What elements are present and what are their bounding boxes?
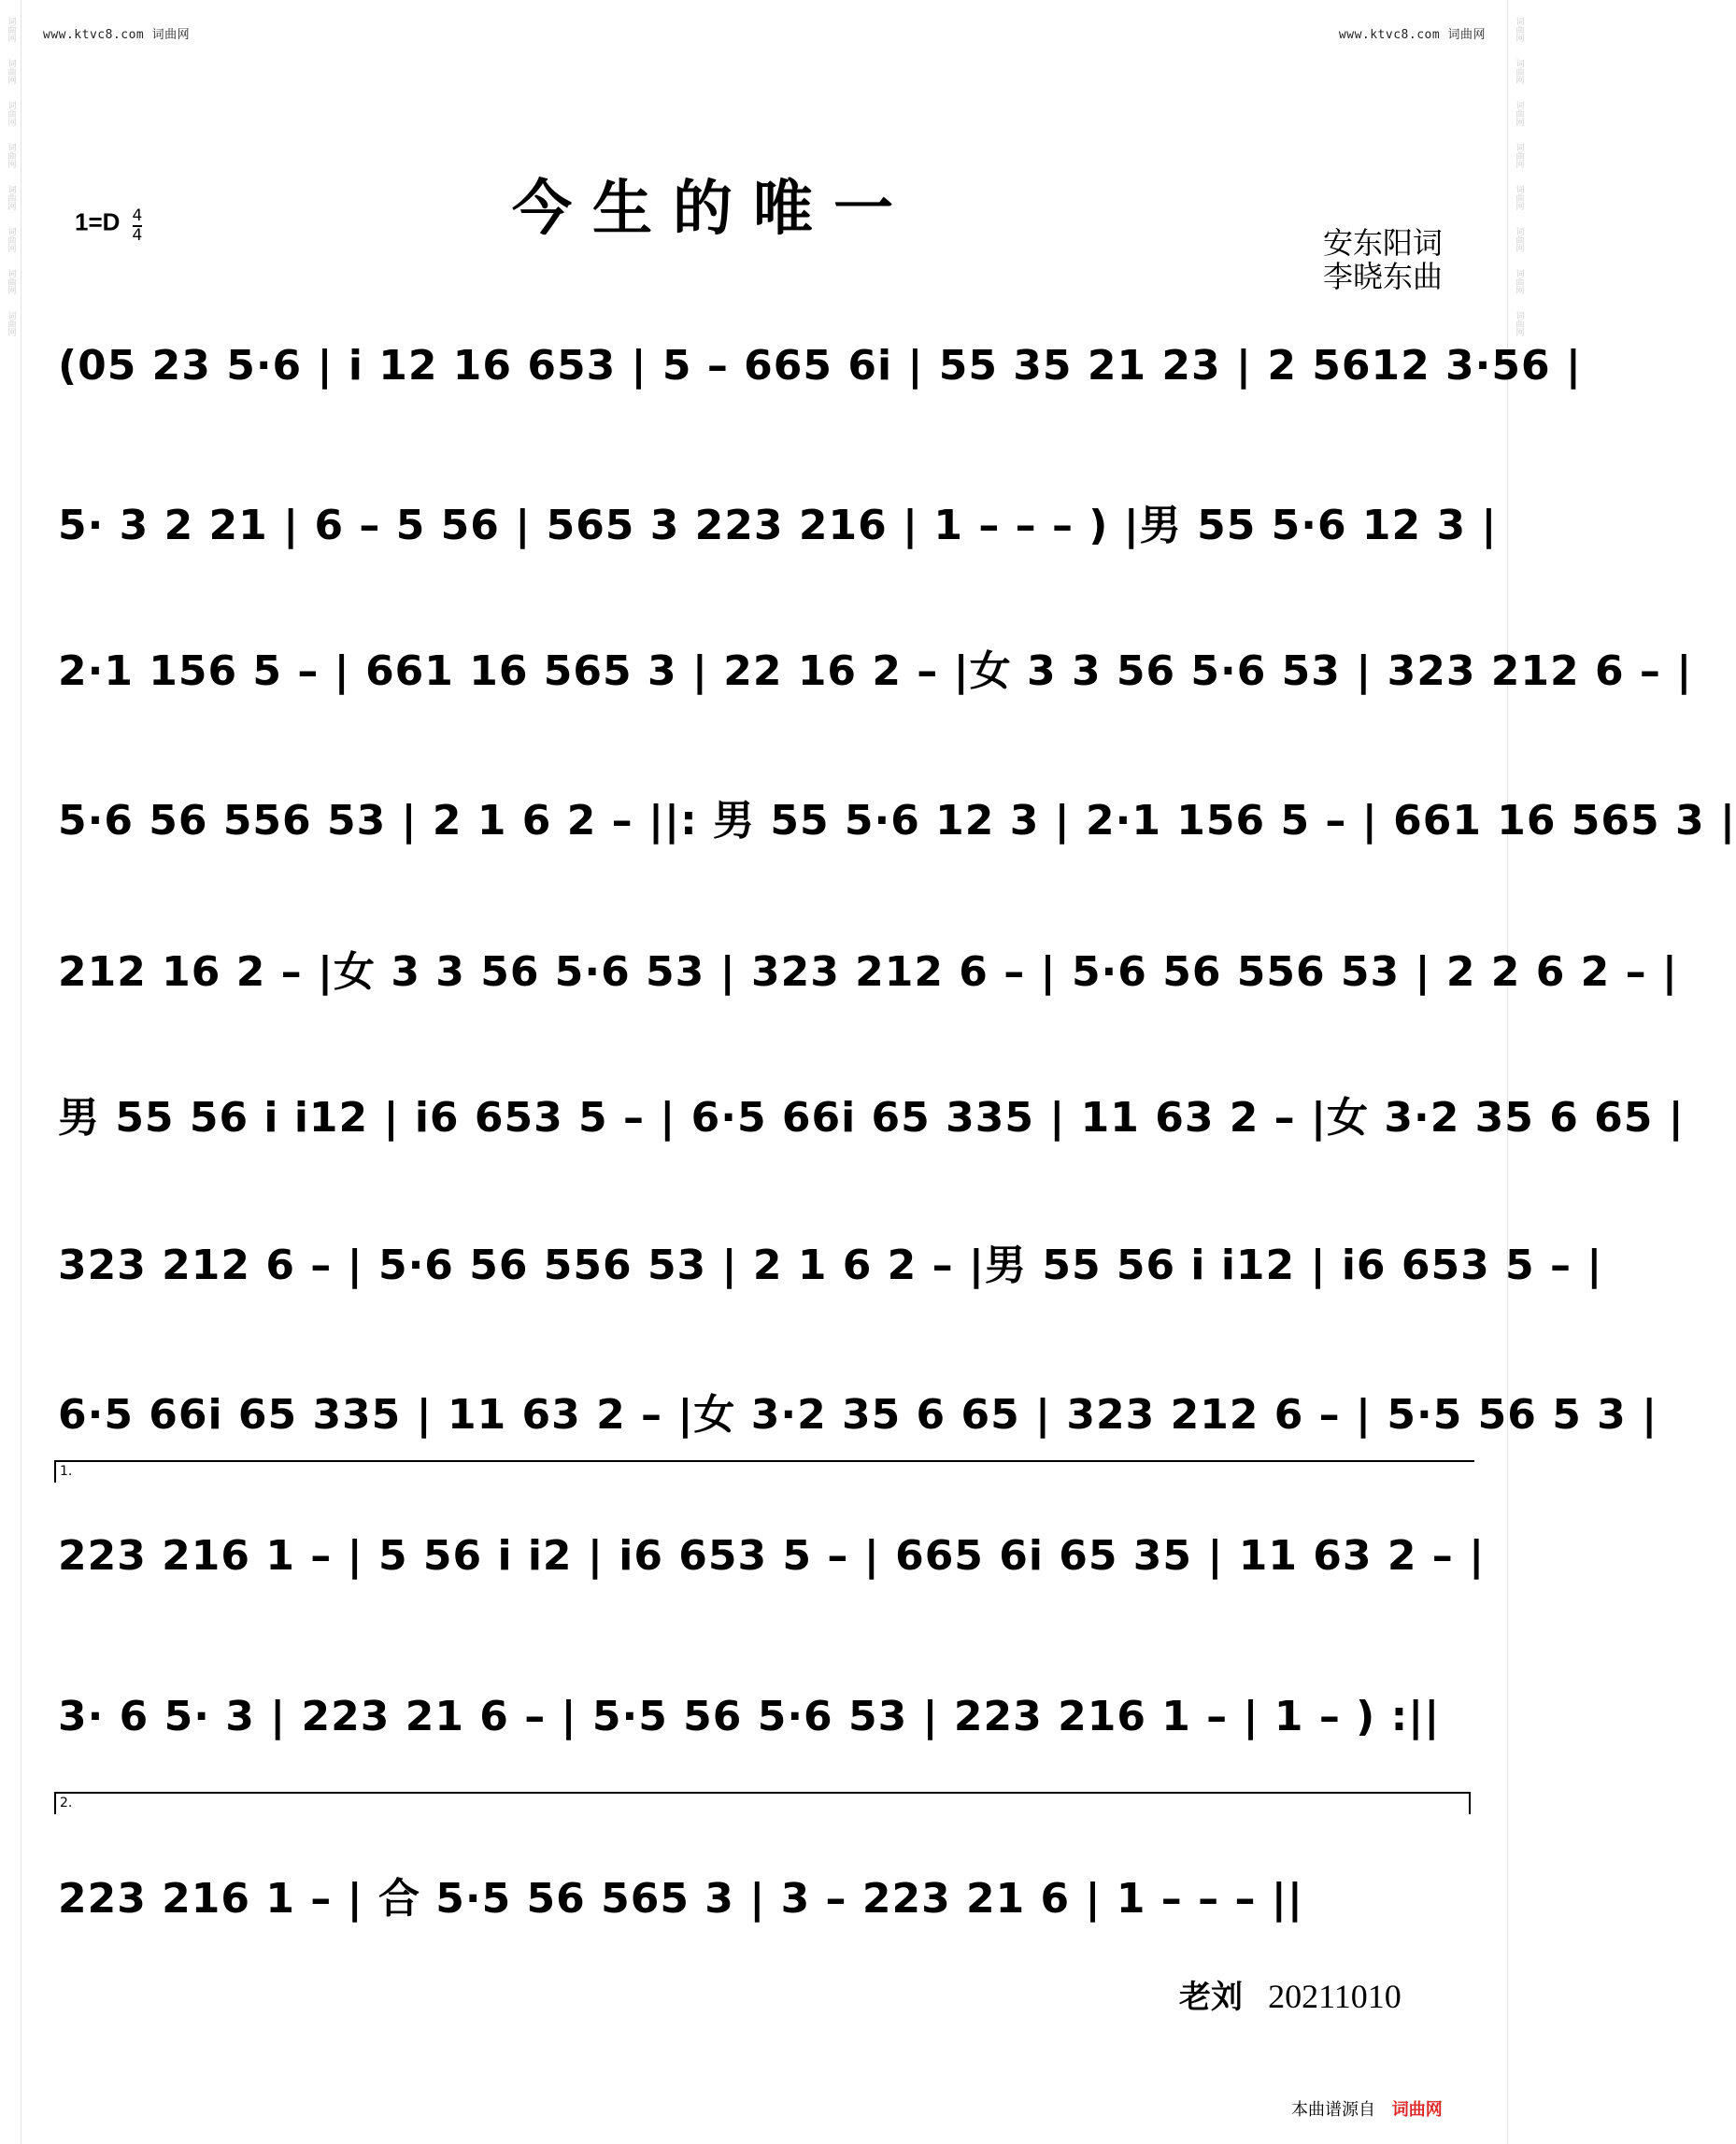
lyricist: 安东阳词 bbox=[1323, 225, 1444, 261]
volta-first-ending bbox=[54, 1460, 1474, 1483]
side-watermark-text: 词曲网 bbox=[6, 269, 16, 294]
side-watermark-text: 词曲网 bbox=[6, 227, 16, 252]
side-watermark-text: 词曲网 bbox=[1514, 227, 1524, 252]
right-watermark-band bbox=[1507, 0, 1529, 2144]
score-line-4: 5·6 56 556 53 | 2 1 6 2 – ||: 男 55 5·6 12 3 | 2·1 156 5 – | 661 16 565 3 | bbox=[58, 797, 1736, 845]
credits bbox=[1323, 226, 1443, 293]
source-footer bbox=[1291, 2096, 1443, 2121]
score-line-11: 223 216 1 – | 合 5·5 56 565 3 | 3 – 223 21 6 | 1 – – – || bbox=[58, 1875, 1303, 1923]
side-watermark-text: 词曲网 bbox=[1514, 101, 1524, 126]
key-label: 1=D bbox=[75, 207, 121, 236]
left-watermark-band bbox=[0, 0, 21, 2144]
volta-second-ending bbox=[54, 1792, 1471, 1814]
page-title: 今生的唯一 bbox=[512, 174, 914, 244]
top-right-watermark: www.ktvc8.com 词曲网 bbox=[1338, 28, 1486, 42]
time-bottom: 4 bbox=[132, 226, 143, 245]
score-line-8: 6·5 66i 65 335 | 11 63 2 – |女 3·2 35 6 65 | 323 212 6 – | 5·5 56 5 3 | bbox=[58, 1391, 1658, 1439]
side-watermark-text: 词曲网 bbox=[1514, 59, 1524, 84]
composer: 李晓东曲 bbox=[1323, 259, 1444, 294]
score-line-9: 223 216 1 – | 5 56 i i2 | i6 653 5 – | 665 6i 65 35 | 11 63 2 – | bbox=[58, 1532, 1486, 1580]
volta-first-label: 1. bbox=[60, 1464, 73, 1479]
time-top: 4 bbox=[132, 206, 143, 225]
score-line-6: 男 55 56 i i12 | i6 653 5 – | 6·5 66i 65 335 | 11 63 2 – |女 3·2 35 6 65 | bbox=[58, 1094, 1685, 1142]
arrangement-date: 20211010 bbox=[1268, 1978, 1402, 2015]
score-line-5: 212 16 2 – |女 3 3 56 5·6 53 | 323 212 6 – | 5·6 56 556 53 | 2 2 6 2 – | bbox=[58, 948, 1678, 996]
volta-second-label: 2. bbox=[60, 1796, 73, 1810]
top-left-watermark: www.ktvc8.com 词曲网 bbox=[43, 28, 191, 42]
side-watermark-text: 词曲网 bbox=[1514, 269, 1524, 294]
side-watermark-text: 词曲网 bbox=[6, 101, 16, 126]
side-watermark-text: 词曲网 bbox=[6, 311, 16, 336]
score-line-2: 5· 3 2 21 | 6 – 5 56 | 565 3 223 216 | 1 – – – ) |男 55 5·6 12 3 | bbox=[58, 502, 1498, 549]
key-signature bbox=[75, 207, 142, 245]
footer-brand-link[interactable]: 词曲网 bbox=[1391, 2100, 1443, 2120]
side-watermark-text: 词曲网 bbox=[6, 185, 16, 210]
arranger-name: 老刘 bbox=[1179, 1979, 1243, 2016]
score-line-1: (05 23 5·6 | i 12 16 653 | 5 – 665 6i | 55 35 21 23 | 2 5612 3·56 | bbox=[58, 342, 1582, 390]
side-watermark-text: 词曲网 bbox=[1514, 311, 1524, 336]
score-line-3: 2·1 156 5 – | 661 16 565 3 | 22 16 2 – |女 3 3 56 5·6 53 | 323 212 6 – | bbox=[58, 647, 1693, 695]
side-watermark-text: 词曲网 bbox=[6, 17, 16, 42]
signature bbox=[1179, 1971, 1402, 2017]
score-line-7: 323 212 6 – | 5·6 56 556 53 | 2 1 6 2 – |男 55 56 i i12 | i6 653 5 – | bbox=[58, 1242, 1603, 1289]
side-watermark-text: 词曲网 bbox=[6, 59, 16, 84]
side-watermark-text: 词曲网 bbox=[6, 143, 16, 168]
side-watermark-text: 词曲网 bbox=[1514, 17, 1524, 42]
score-line-10: 3· 6 5· 3 | 223 21 6 – | 5·5 56 5·6 53 | 223 216 1 – | 1 – ) :|| bbox=[58, 1693, 1441, 1740]
side-watermark-text: 词曲网 bbox=[1514, 143, 1524, 168]
side-watermark-text: 词曲网 bbox=[1514, 185, 1524, 210]
footer-prefix: 本曲谱源自 bbox=[1291, 2100, 1375, 2120]
time-signature bbox=[133, 207, 143, 245]
